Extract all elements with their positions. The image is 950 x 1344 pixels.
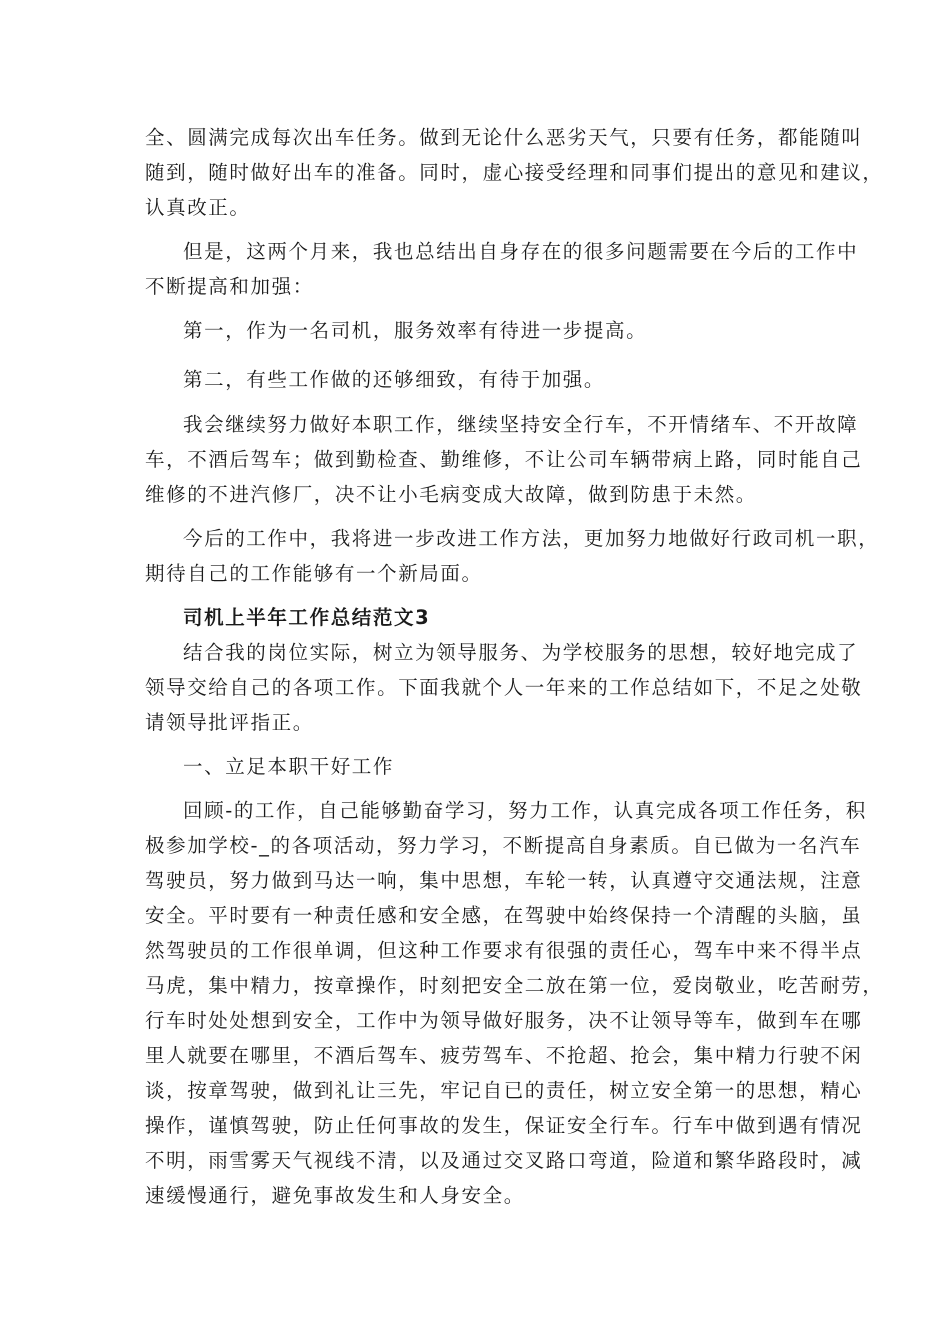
paragraph-line: 操作，谨慎驾驶，防止任何事故的发生，保证安全行车。行车中做到遇有情况 bbox=[145, 1114, 863, 1137]
paragraph-line: 但是，这两个月来，我也总结出自身存在的很多问题需要在今后的工作中 bbox=[183, 240, 859, 263]
list-item-second: 第二，有些工作做的还够细致，有待于加强。 bbox=[183, 368, 606, 391]
paragraph-line: 马虎，集中精力，按章操作，时刻把安全二放在第一位，爱岗敬业，吃苦耐劳， bbox=[145, 974, 884, 997]
paragraph-line: 然驾驶员的工作很单调，但这种工作要求有很强的责任心，驾车中来不得半点 bbox=[145, 939, 863, 962]
paragraph-line: 期待自己的工作能够有一个新局面。 bbox=[145, 562, 483, 585]
paragraph-line: 维修的不进汽修厂，决不让小毛病变成大故障，做到防患于未然。 bbox=[145, 483, 757, 506]
paragraph-line: 驾驶员，努力做到马达一响，集中思想，车轮一转，认真遵守交通法规，注意 bbox=[145, 869, 863, 892]
paragraph-line: 车，不酒后驾车；做到勤检查、勤维修，不让公司车辆带病上路，同时能自己 bbox=[145, 448, 863, 471]
paragraph-line: 随到，随时做好出车的准备。同时，虚心接受经理和同事们提出的意见和建议， bbox=[145, 161, 884, 184]
paragraph-line: 回顾-的工作，自己能够勤奋学习，努力工作，认真完成各项工作任务，积 bbox=[183, 799, 867, 822]
list-item-first: 第一，作为一名司机，服务效率有待进一步提高。 bbox=[183, 319, 648, 342]
paragraph-line: 谈，按章驾驶，做到礼让三先，牢记自已的责任，树立安全第一的思想，精心 bbox=[145, 1079, 863, 1102]
paragraph-line: 领导交给自己的各项工作。下面我就个人一年来的工作总结如下，不足之处敬 bbox=[145, 676, 863, 699]
paragraph-line: 不明，雨雪雾天气视线不清，以及通过交叉路口弯道，险道和繁华路段时，减 bbox=[145, 1149, 863, 1172]
paragraph-line: 不断提高和加强： bbox=[145, 275, 314, 298]
paragraph-line: 我会继续努力做好本职工作，继续坚持安全行车，不开情绪车、不开故障 bbox=[183, 413, 859, 436]
paragraph-line: 速缓慢通行，避免事故发生和人身安全。 bbox=[145, 1184, 525, 1207]
subsection-heading: 一、立足本职干好工作 bbox=[183, 755, 395, 778]
paragraph-line: 请领导批评指正。 bbox=[145, 711, 314, 734]
paragraph-line: 今后的工作中，我将进一步改进工作方法，更加努力地做好行政司机一职， bbox=[183, 527, 880, 550]
paragraph-line: 里人就要在哪里，不酒后驾车、疲劳驾车、不抢超、抢会，集中精力行驶不闲 bbox=[145, 1044, 863, 1067]
paragraph-line: 行车时处处想到安全，工作中为领导做好服务，决不让领导等车，做到车在哪 bbox=[145, 1009, 863, 1032]
paragraph-line: 认真改正。 bbox=[145, 196, 251, 219]
section-heading: 司机上半年工作总结范文3 bbox=[183, 606, 431, 629]
paragraph-line: 安全。平时要有一种责任感和安全感，在驾驶中始终保持一个清醒的头脑，虽 bbox=[145, 904, 863, 927]
paragraph-line: 结合我的岗位实际，树立为领导服务、为学校服务的思想，较好地完成了 bbox=[183, 641, 859, 664]
paragraph-line: 全、圆满完成每次出车任务。做到无论什么恶劣天气，只要有任务，都能随叫 bbox=[145, 126, 863, 149]
paragraph-line: 极参加学校-_的各项活动，努力学习，不断提高自身素质。自已做为一名汽车 bbox=[145, 834, 862, 857]
